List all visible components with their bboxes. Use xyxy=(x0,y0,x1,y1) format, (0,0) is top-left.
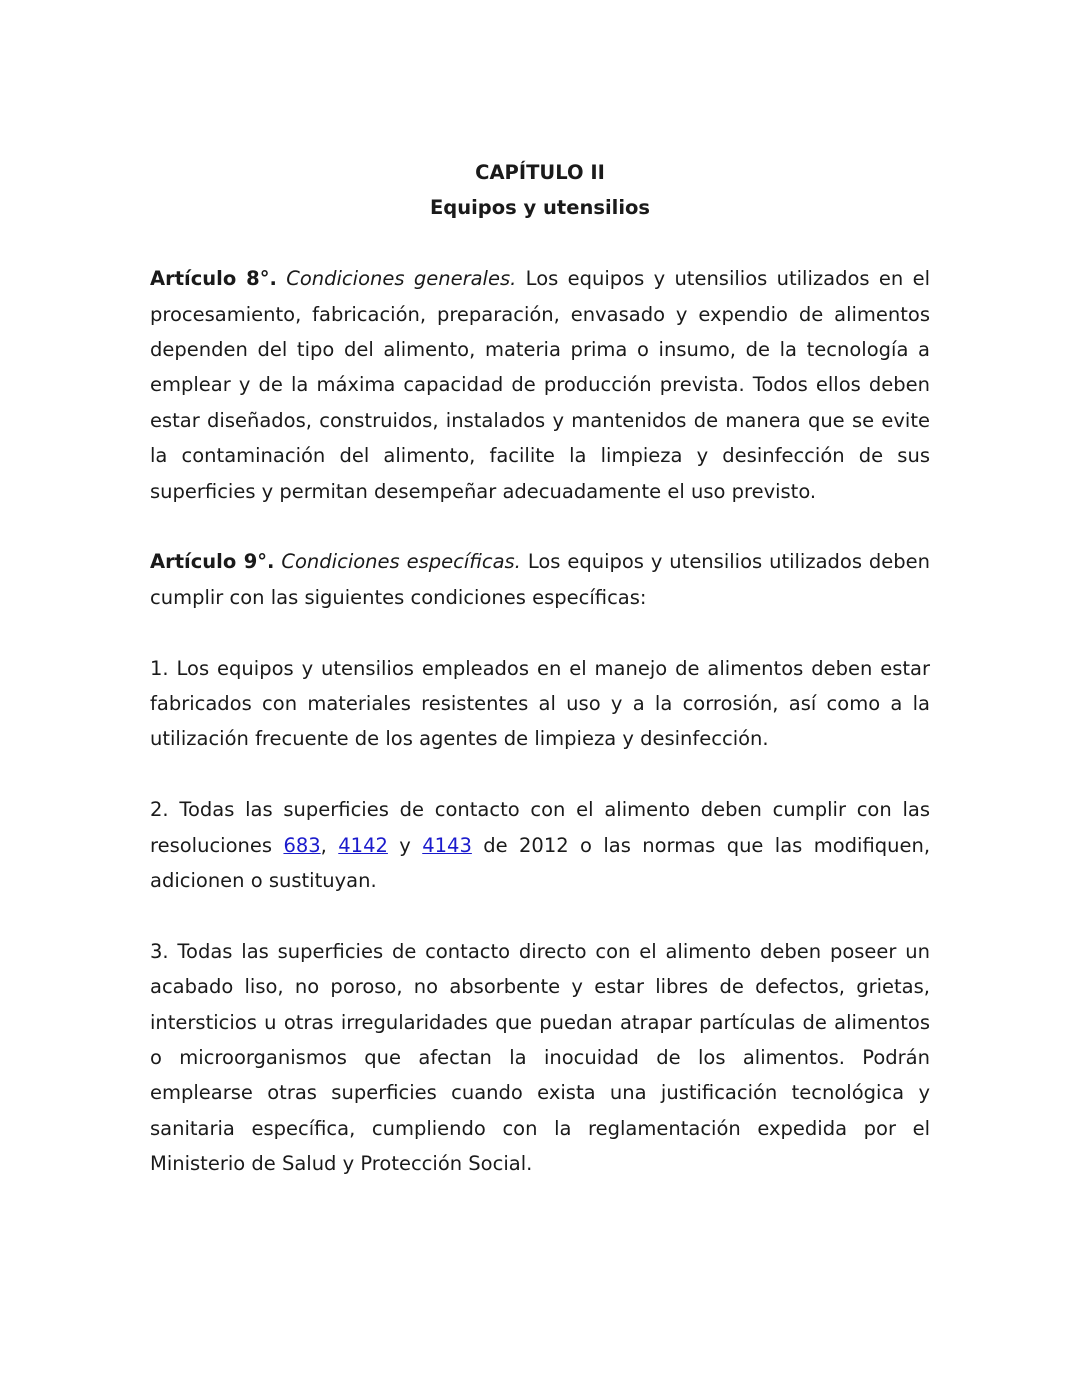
article-9-paragraph xyxy=(150,544,930,615)
list-item-2-separator: , xyxy=(320,833,327,857)
spacer xyxy=(150,509,930,544)
spacer xyxy=(150,757,930,792)
article-9-body: Los equipos y utensilios utilizados deben cumplir con las siguientes condiciones específicas: xyxy=(150,550,931,609)
list-item-3: 3. Todas las superficies de contacto directo con el alimento deben poseer un acabado liso, no poroso, no absorbente y estar libres de defectos, grietas, intersticios u otras irregularidades que puedan atrapar partículas de alimentos o microorganismos que afectan la inocuidad de los alimentos. Podrán emplearse otras superficies cuando exista una justificación tecnológica y sanitaria específica, cumpliendo con la reglamentación expedida por el Ministerio de Salud y Protección Social. xyxy=(150,939,930,1176)
resolution-4142-link[interactable]: 4142 xyxy=(338,833,388,857)
chapter-number: CAPÍTULO II xyxy=(475,161,605,184)
article-8-title: Condiciones generales. xyxy=(286,267,517,291)
article-8-label: Artículo 8°. xyxy=(150,267,277,291)
spacer xyxy=(150,615,930,650)
document-page xyxy=(150,155,930,1182)
list-item-2-prefix: 2. Todas las superficies de contacto con el alimento deben cumplir con las resoluciones xyxy=(150,798,930,857)
article-8-paragraph xyxy=(150,261,930,509)
list-item-2 xyxy=(150,792,930,898)
article-9-title: Condiciones específicas. xyxy=(281,550,521,574)
spacer xyxy=(150,898,930,933)
list-item-2-separator: y xyxy=(399,833,411,857)
resolution-4143-link[interactable]: 4143 xyxy=(422,833,472,857)
list-item-1: 1. Los equipos y utensilios empleados en el manejo de alimentos deben estar fabricados con materiales resistentes al uso y a la corrosión, así como a la utilización frecuente de los agentes de limpieza y desinfección. xyxy=(150,656,930,751)
list-item-2-suffix: de 2012 o las normas que las modifiquen, adicionen o sustituyan. xyxy=(150,833,931,893)
article-9-label: Artículo 9°. xyxy=(150,550,275,574)
chapter-title: Equipos y utensilios xyxy=(429,196,651,220)
article-8-body: Los equipos y utensilios utilizados en el procesamiento, fabricación, preparación, envasado y expendio de alimentos dependen del tipo del alimento, materia prima o insumo, de la tecnología a emplear y de la máxima capacidad de producción prevista. Todos ellos deben estar diseñados, construidos, instalados y mantenidos de manera que se evite la contaminación del alimento, facilite la limpieza y desinfección de sus superficies y permitan desempeñar adecuadamente el uso previsto. xyxy=(150,267,930,503)
resolution-683-link[interactable]: 683 xyxy=(283,833,321,857)
spacer xyxy=(150,226,930,261)
